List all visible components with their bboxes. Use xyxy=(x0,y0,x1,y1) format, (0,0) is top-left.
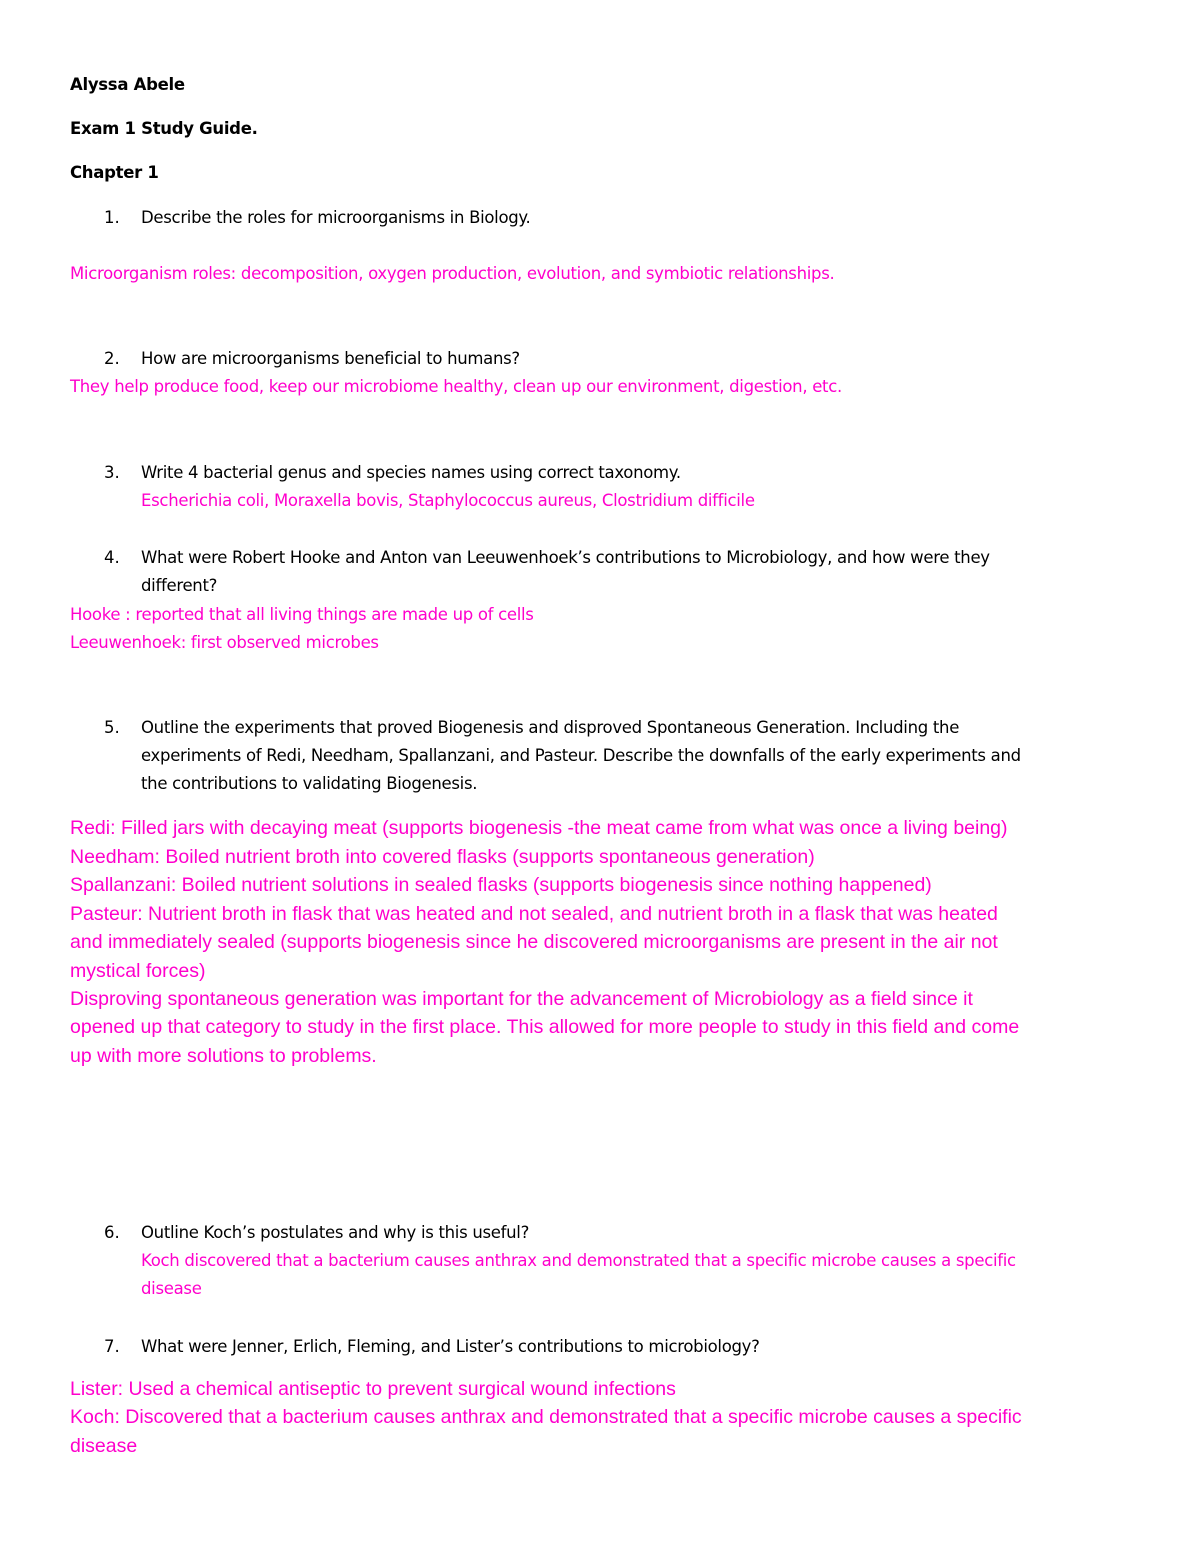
answer-5-summary-line-1: Disproving spontaneous generation was important for the advancement of Microbiology as a field since it xyxy=(70,988,973,1010)
document-title: Exam 1 Study Guide. xyxy=(70,119,258,138)
question-5-text-line-1: Outline the experiments that proved Biogenesis and disproved Spontaneous Generation. Including the xyxy=(141,718,960,737)
question-5-text-line-3: the contributions to validating Biogenesis. xyxy=(141,774,478,793)
answer-7-lister: Lister: Used a chemical antiseptic to prevent surgical wound infections xyxy=(70,1378,676,1400)
answer-7-koch-line-1: Koch: Discovered that a bacterium causes anthrax and demonstrated that a specific microbe causes a specific xyxy=(70,1406,1022,1428)
question-2-text: How are microorganisms beneficial to humans? xyxy=(141,349,520,368)
answer-5-spallanzani: Spallanzani: Boiled nutrient solutions in sealed flasks (supports biogenesis since nothing happened) xyxy=(70,874,932,896)
answer-7-koch-line-2: disease xyxy=(70,1435,138,1457)
question-1-number: 1. xyxy=(104,208,120,227)
question-4-number: 4. xyxy=(104,548,120,567)
question-6-text: Outline Koch’s postulates and why is this useful? xyxy=(141,1223,530,1242)
answer-5-redi: Redi: Filled jars with decaying meat (supports biogenesis -the meat came from what was once a living being) xyxy=(70,817,1008,839)
answer-6-line-1: Koch discovered that a bacterium causes anthrax and demonstrated that a specific microbe causes a specific xyxy=(141,1251,1016,1270)
answer-2-text: They help produce food, keep our microbiome healthy, clean up our environment, digestion, etc. xyxy=(70,377,842,396)
question-7-text: What were Jenner, Erlich, Fleming, and Lister’s contributions to microbiology? xyxy=(141,1337,760,1356)
question-2-number: 2. xyxy=(104,349,120,368)
answer-3-text: Escherichia coli, Moraxella bovis, Staphylococcus aureus, Clostridium difficile xyxy=(141,491,755,510)
question-1-text: Describe the roles for microorganisms in Biology. xyxy=(141,208,531,227)
question-7-number: 7. xyxy=(104,1337,120,1356)
answer-5-summary-line-3: up with more solutions to problems. xyxy=(70,1045,377,1067)
answer-1-text: Microorganism roles: decomposition, oxygen production, evolution, and symbiotic relationships. xyxy=(70,264,835,283)
author-name: Alyssa Abele xyxy=(70,75,185,94)
answer-5-pasteur-line-1: Pasteur: Nutrient broth in flask that was heated and not sealed, and nutrient broth in a flask that was heated xyxy=(70,903,998,925)
answer-6-line-2: disease xyxy=(141,1279,202,1298)
question-5-text-line-2: experiments of Redi, Needham, Spallanzani, and Pasteur. Describe the downfalls of the early experiments and xyxy=(141,746,1021,765)
answer-5-needham: Needham: Boiled nutrient broth into covered flasks (supports spontaneous generation) xyxy=(70,846,815,868)
answer-4-leeuwenhoek: Leeuwenhoek: first observed microbes xyxy=(70,633,379,652)
question-4-text-line-1: What were Robert Hooke and Anton van Leeuwenhoek’s contributions to Microbiology, and how were they xyxy=(141,548,990,567)
chapter-heading: Chapter 1 xyxy=(70,163,159,182)
question-3-number: 3. xyxy=(104,463,120,482)
answer-5-summary-line-2: opened up that category to study in the first place. This allowed for more people to study in this field and come xyxy=(70,1016,1020,1038)
question-3-text: Write 4 bacterial genus and species names using correct taxonomy. xyxy=(141,463,681,482)
answer-5-pasteur-line-2: and immediately sealed (supports biogenesis since he discovered microorganisms are present in the air not xyxy=(70,931,998,953)
question-4-text-line-2: different? xyxy=(141,576,218,595)
question-6-number: 6. xyxy=(104,1223,120,1242)
answer-4-hooke: Hooke : reported that all living things are made up of cells xyxy=(70,605,534,624)
answer-5-pasteur-line-3: mystical forces) xyxy=(70,960,206,982)
question-5-number: 5. xyxy=(104,718,120,737)
